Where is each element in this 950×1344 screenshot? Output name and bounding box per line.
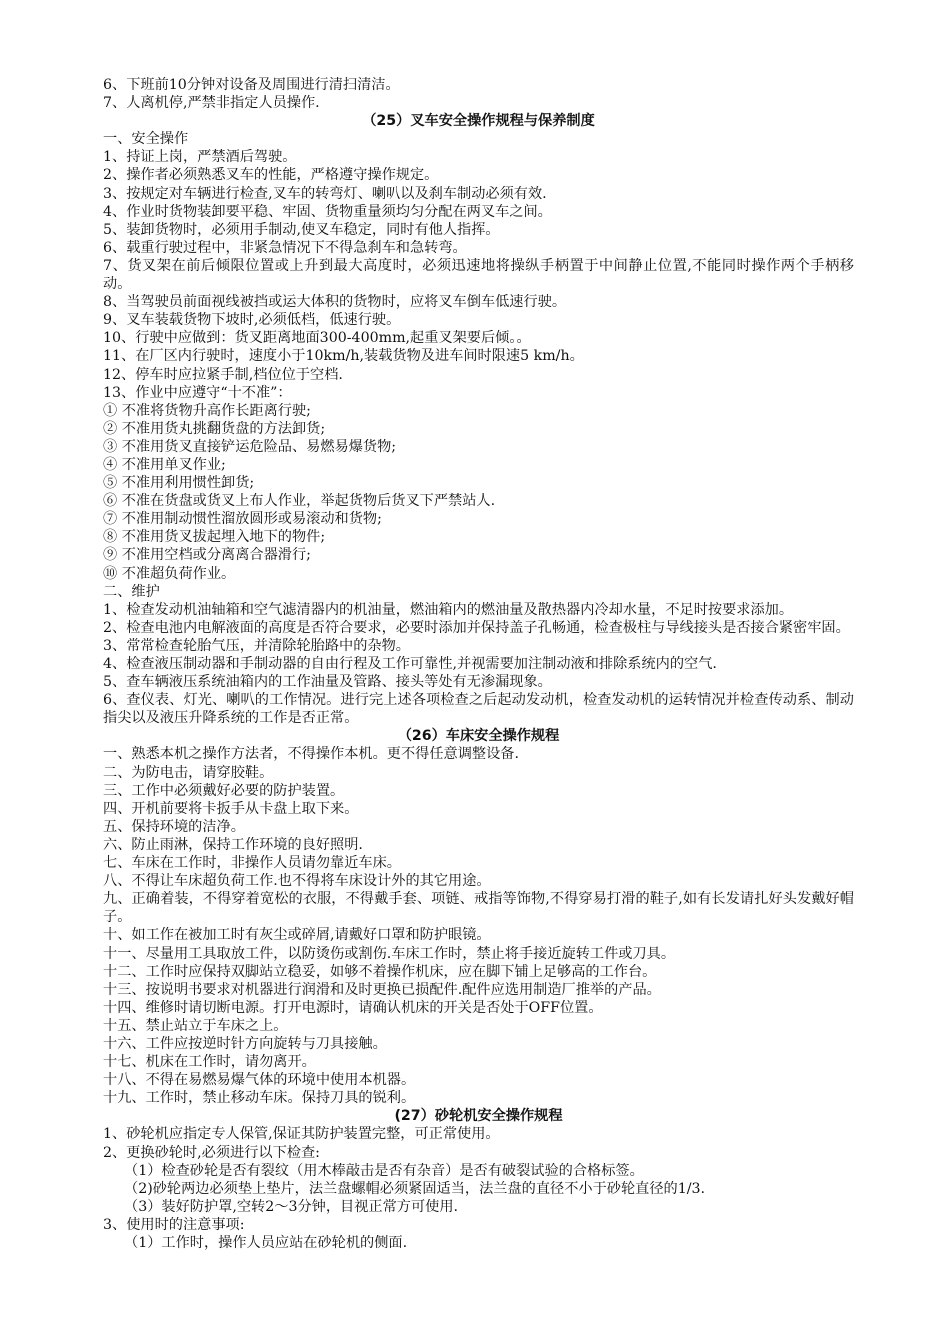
lathe-rule-item: 十七、机床在工作时，请勿离开。 bbox=[103, 1054, 316, 1071]
grinder-item: 1、砂轮机应指定专人保管,保证其防护装置完整，可正常使用。 bbox=[103, 1126, 500, 1143]
lathe-rule-item: 一、熟悉本机之操作方法者，不得操作本机。更不得任意调整设备. bbox=[103, 746, 519, 763]
forklift-maint-item: 4、检查液压制动器和手制动器的自由行程及工作可靠性,并视需要加注制动液和排除系统内的空气. bbox=[103, 656, 717, 672]
forklift-prohibition-item: ⑥ 不准在货盘或货叉上布人作业，举起货物后货叉下严禁站人. bbox=[103, 493, 496, 510]
forklift-op-item: 7、货叉架在前后倾限位置或上升到最大高度时，必须迅速地将操纵手柄置于中间静止位置,不能同时操作两个手柄移动。 bbox=[103, 257, 854, 293]
lathe-rule-item: 五、保持环境的洁净。 bbox=[103, 818, 245, 835]
lathe-rule-item: 十三、按说明书要求对机器进行润滑和及时更换已损配件.配件应选用制造厂推举的产品。 bbox=[103, 981, 661, 998]
lathe-rule-item: 九、正确着装，不得穿着宽松的衣服，不得戴手套、项链、戒指等饰物,不得穿易打滑的鞋子,如有长发请扎好头发戴好帽子。 bbox=[103, 891, 854, 926]
forklift-maint-item: 1、检查发动机油轴箱和空气滤清器内的机油量，燃油箱内的燃油量及散热器内冷却水量，不足时按要求添加。 bbox=[103, 601, 794, 618]
grinder-item: 2、更换砂轮时,必须进行以下检查: bbox=[103, 1144, 320, 1161]
forklift-maint-item: 5、查车辆液压系统油箱内的工作油量及管路、接头等处有无渗漏现象。 bbox=[103, 674, 552, 691]
forklift-prohibition-item: ⑩ 不准超负荷作业。 bbox=[103, 565, 236, 582]
intro-line: 7、人离机停,严禁非指定人员操作. bbox=[103, 95, 320, 112]
grinder-item: 3、使用时的注意事项: bbox=[103, 1216, 245, 1233]
forklift-op-item: 5、装卸货物时，必须用手制动,使叉车稳定，同时有他人指挥。 bbox=[103, 221, 500, 238]
lathe-rule-item: 二、为防电击，请穿胶鞋。 bbox=[103, 764, 274, 781]
forklift-op-item: 12、停车时应拉紧手制,档位位于空档. bbox=[103, 366, 343, 383]
forklift-op-item: 13、作业中应遵守“十不准”： bbox=[103, 384, 292, 401]
lathe-rule-item: 十一、尽量用工具取放工件，以防烫伤或割伤.车床工作时，禁止将手接近旋转工件或刀具。 bbox=[103, 945, 676, 962]
section-26-title: （26）车床安全操作规程 bbox=[397, 728, 560, 745]
lathe-rule-item: 十六、工件应按逆时针方向旋转与刀具接触。 bbox=[103, 1035, 387, 1052]
section-25-subheading-safety: 一、安全操作 bbox=[103, 131, 189, 148]
forklift-op-item: 4、作业时货物装卸要平稳、牢固、货物重量须均匀分配在两叉车之间。 bbox=[103, 203, 552, 220]
forklift-op-item: 10、行驶中应做到：货叉距离地面300-400mm,起重叉架要后倾。。 bbox=[103, 330, 531, 347]
lathe-rule-item: 六、防止雨淋，保持工作环境的良好照明. bbox=[103, 836, 363, 853]
forklift-maint-item: 2、检查电池内电解液面的高度是否符合要求，必要时添加并保持盖子孔畅通，检查极柱与导线接头是否接合紧密牢固。 bbox=[103, 619, 850, 636]
forklift-op-item: 6、载重行驶过程中，非紧急情况下不得急刹车和急转弯。 bbox=[103, 239, 467, 256]
intro-line: 6、下班前10分钟对设备及周围进行清扫清洁。 bbox=[103, 77, 400, 93]
lathe-rule-item: 十、如工作在被加工时有灰尘或碎屑,请戴好口罩和防护眼镜。 bbox=[103, 927, 491, 944]
forklift-prohibition-item: ⑤ 不准用利用惯性卸货; bbox=[103, 475, 255, 492]
lathe-rule-item: 四、开机前要将卡扳手从卡盘上取下来。 bbox=[103, 800, 359, 817]
lathe-rule-item: 三、工作中必须戴好必要的防护装置。 bbox=[103, 782, 345, 799]
section-27-title: (27）砂轮机安全操作规程 bbox=[394, 1108, 563, 1125]
grinder-subitem: （2)砂轮两边必须垫上垫片，法兰盘螺帽必须紧固适当，法兰盘的直径不小于砂轮直径的1/3. bbox=[124, 1180, 706, 1197]
forklift-prohibition-item: ③ 不准用货叉直接铲运危险品、易燃易爆货物; bbox=[103, 438, 397, 455]
lathe-rule-item: 八、不得让车床超负荷工作.也不得将车床设计外的其它用途。 bbox=[103, 873, 491, 890]
forklift-op-item: 1、持证上岗，严禁酒后驾驶。 bbox=[103, 149, 297, 166]
forklift-op-item: 2、操作者必须熟悉叉车的性能，严格遵守操作规定。 bbox=[103, 167, 439, 184]
lathe-rule-item: 十八、不得在易燃易爆气体的环境中使用本机器。 bbox=[103, 1072, 416, 1089]
forklift-prohibition-item: ④ 不准用单叉作业; bbox=[103, 456, 226, 473]
forklift-prohibition-item: ⑧ 不准用货叉拔起埋入地下的物件; bbox=[103, 529, 326, 546]
forklift-op-item: 8、当驾驶员前面视线被挡或运大体积的货物时，应将叉车倒车低速行驶。 bbox=[103, 294, 567, 311]
section-25-subheading-maintenance: 二、维护 bbox=[103, 583, 160, 600]
forklift-prohibition-item: ① 不准将货物升高作长距离行驶; bbox=[103, 402, 311, 419]
lathe-rule-item: 十九、工作时，禁止移动车床。保持刀具的锐利。 bbox=[103, 1090, 416, 1107]
forklift-prohibition-item: ⑦ 不准用制动惯性溜放圆形或易滚动和货物; bbox=[103, 511, 382, 528]
forklift-maint-item: 6、查仪表、灯光、喇叭的工作情况。进行完上述各项检查之后起动发动机，检查发动机的运转情况并检查传动系、制动指尖以及液压升降系统的工作是否正常。 bbox=[103, 692, 854, 727]
lathe-rule-item: 七、车床在工作时，非操作人员请勿靠近车床。 bbox=[103, 855, 401, 872]
forklift-prohibition-item: ② 不准用货丸挑翻货盘的方法卸货; bbox=[103, 420, 326, 437]
forklift-op-item: 9、叉车装载货物下坡时,必须低档，低速行驶。 bbox=[103, 312, 401, 329]
section-25-title: （25）叉车安全操作规程与保养制度 bbox=[362, 113, 595, 130]
lathe-rule-item: 十五、禁止站立于车床之上。 bbox=[103, 1017, 288, 1034]
grinder-subitem: （1）工作时，操作人员应站在砂轮机的侧面. bbox=[124, 1235, 408, 1251]
lathe-rule-item: 十四、维修时请切断电源。打开电源时，请确认机床的开关是否处于OFF位置。 bbox=[103, 999, 603, 1016]
forklift-op-item: 11、在厂区内行驶时，速度小于10km/h,装载货物及进车间时限速5 km/h。 bbox=[103, 348, 584, 365]
grinder-subitem: （3）装好防护罩,空转2～3分钟，目视正常方可使用. bbox=[124, 1198, 459, 1215]
grinder-subitem: （1）检查砂轮是否有裂纹（用木棒敲击是否有杂音）是否有破裂试验的合格标签。 bbox=[124, 1162, 644, 1179]
forklift-op-item: 3、按规定对车辆进行检查,叉车的转弯灯、喇叭以及刹车制动必须有效. bbox=[103, 185, 547, 202]
forklift-maint-item: 3、常常检查轮胎气压，并清除轮胎路中的杂物。 bbox=[103, 637, 410, 654]
forklift-prohibition-item: ⑨ 不准用空档或分离离合器滑行; bbox=[103, 547, 311, 564]
lathe-rule-item: 十二、工作时应保持双脚站立稳妥，如够不着操作机床，应在脚下铺上足够高的工作台。 bbox=[103, 963, 657, 980]
